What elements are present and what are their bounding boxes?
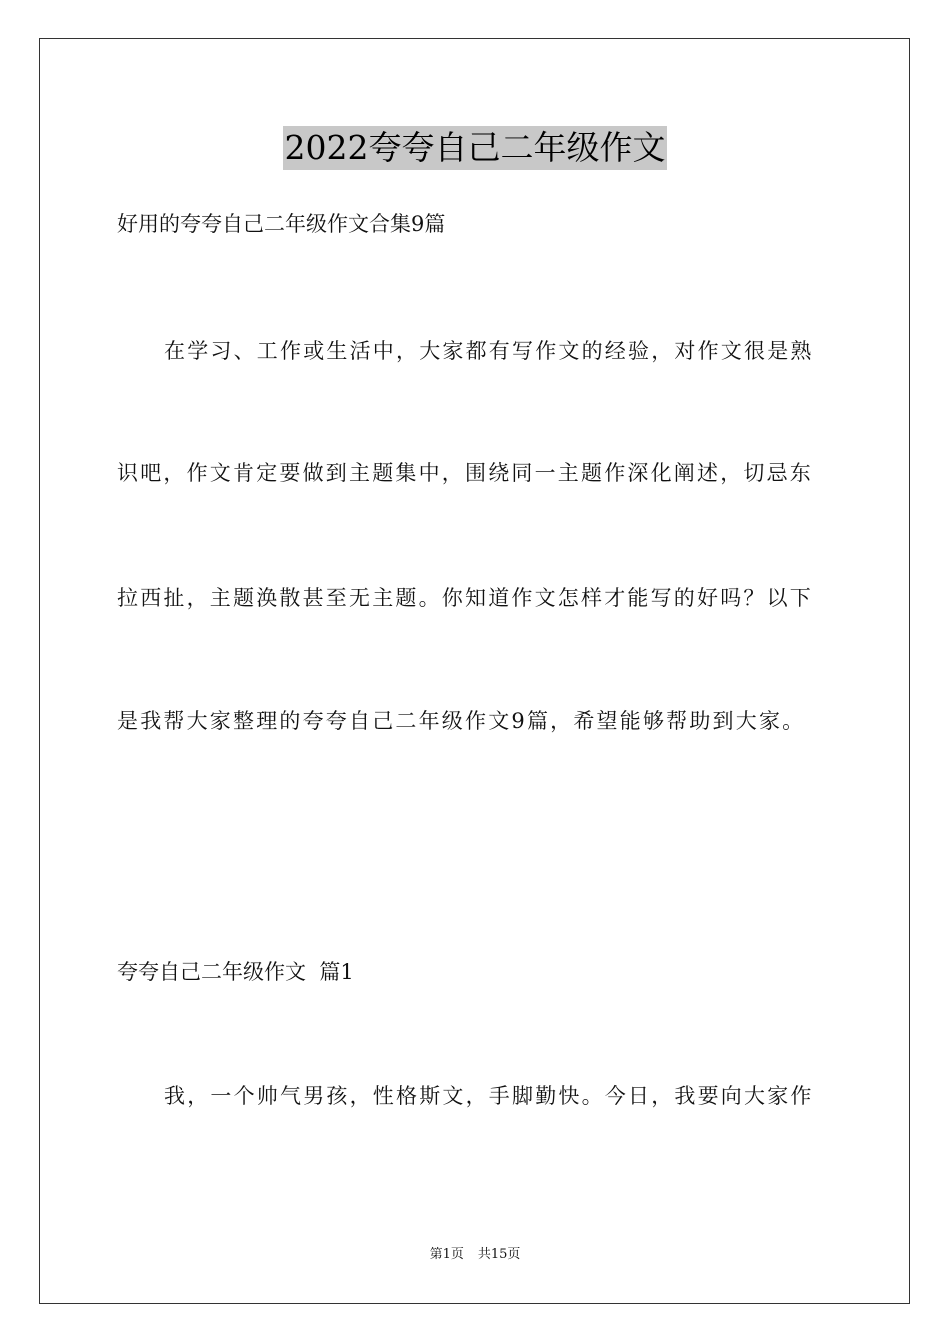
page-number: 第1页 [429,1247,464,1262]
intro-line-3: 拉西扯，主题涣散甚至无主题。你知道作文怎样才能写的好吗？以下 [117,586,813,610]
intro-line-1: 在学习、工作或生活中，大家都有写作文的经验，对作文很是熟 [164,339,814,363]
body-line-1: 我，一个帅气男孩，性格斯文，手脚勤快。今日，我要向大家作 [164,1084,814,1108]
intro-line-4: 是我帮大家整理的夸夸自己二年级作文9篇，希望能够帮助到大家。 [117,709,806,733]
document-title: 2022夸夸自己二年级作文 [283,126,668,170]
page-footer [0,1246,950,1264]
section-heading: 夸夸自己二年级作文 篇1 [117,960,354,984]
document-subtitle: 好用的夸夸自己二年级作文合集9篇 [117,212,446,236]
title-container [0,126,950,170]
page-total: 共15页 [477,1247,521,1262]
intro-line-2: 识吧，作文肯定要做到主题集中，围绕同一主题作深化阐述，切忌东 [117,461,813,485]
